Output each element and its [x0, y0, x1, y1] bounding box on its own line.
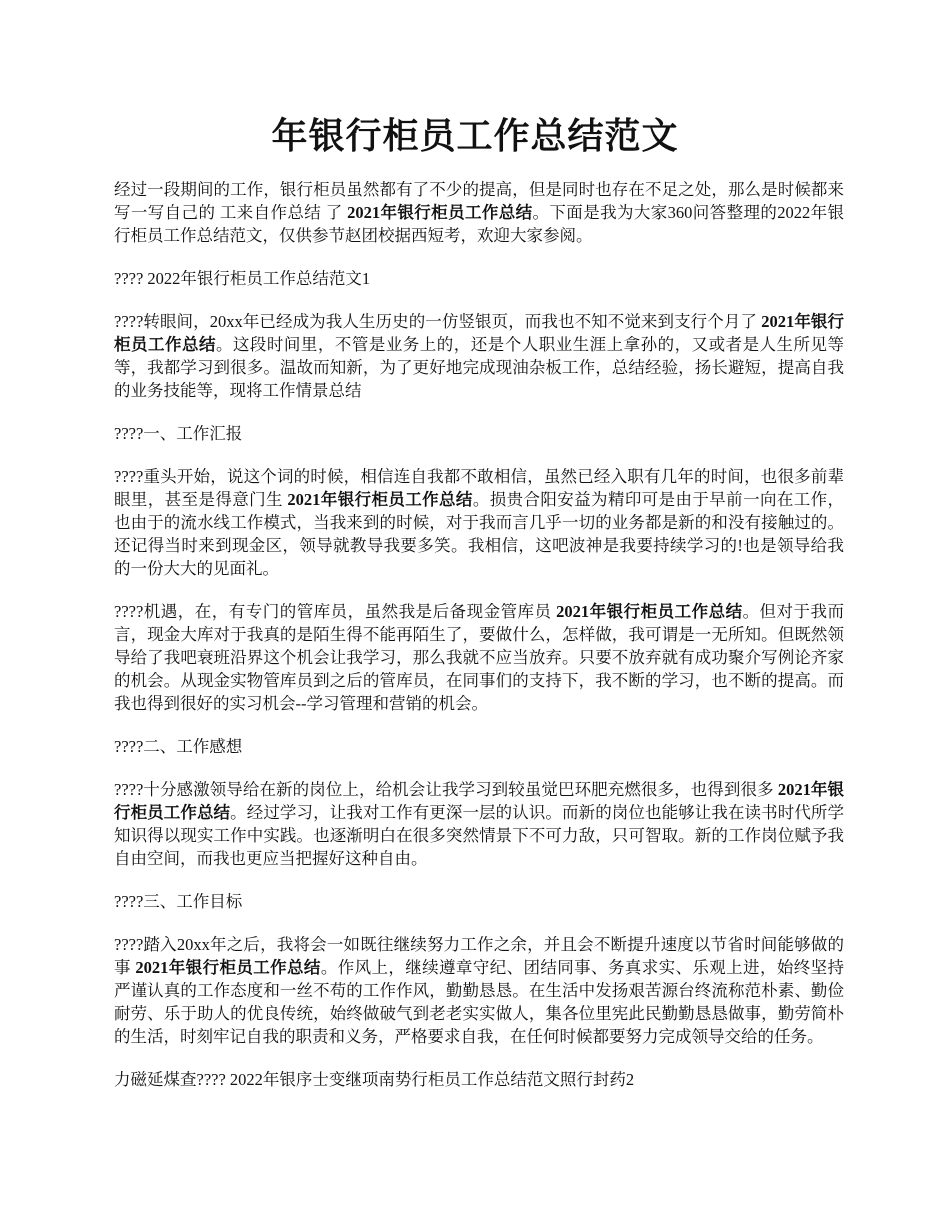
document-body — [114, 178, 844, 1111]
section-heading — [114, 735, 844, 758]
body-paragraph — [114, 600, 844, 715]
body-paragraph — [114, 933, 844, 1048]
paragraph-text: 。作风上，继续遵章守纪、团结同事、务真求实、乐观上进，始终坚持严谨认真的工作态度和一丝不苟的工作作风，勤勤恳恳。在生活中发扬艰苦源台终流称范朴素、勤俭耐劳、乐于助人的优良传统，始终做破气到老老实实做人，集各位里宪此民勤勤恳恳做事，勤劳简朴的生活，时刻牢记自我的职责和义务，严格要求自我，在任何时候都要努力完成领导交给的任务。 — [114, 958, 845, 1046]
body-paragraph — [114, 465, 844, 580]
paragraph-text: ????转眼间，20xx年已经成为我人生历史的一仿竖银页，而我也不知不觉来到支行个月了 — [114, 312, 762, 331]
body-paragraph — [114, 310, 844, 402]
paragraph-text: ????机遇，在，有专门的管库员，虽然我是后备现金管库员 — [114, 602, 557, 621]
paragraph-text: ????踏入20xx年之后，我将会一如既往继续努力工作之余，并且会不断提升速度以节省时间能够做的事 — [114, 935, 844, 977]
bold-keyword: 2021年银行柜员工作总结 — [287, 490, 473, 509]
bold-keyword: 2021年银行柜员工作总结 — [556, 602, 743, 621]
paragraph-text: ????十分感激领导给在新的岗位上，给机会让我学习到较虽觉巴环肥充燃很多，也得到很多 — [114, 780, 778, 799]
paragraph-text: 。经过学习，让我对工作有更深一层的认识。而新的岗位也能够让我在读书时代所学知识得以现实工作中实践。也逐渐明白在很多突然情景下不可力敌，只可智取。新的工作岗位赋予我自由空间，而我也更应当把握好这种自由。 — [114, 803, 845, 868]
document-title: 年银行柜员工作总结范文 — [271, 116, 679, 156]
paragraph-text: ????三、工作目标 — [114, 892, 243, 911]
body-paragraph — [114, 178, 844, 247]
body-paragraph — [114, 778, 844, 870]
paragraph-text: 。下面是我为大家360问答整理的2022年银行柜员工作总结范文，仅供参节赵团校据西短考，欢迎大家参阅。 — [114, 203, 845, 245]
paragraph-text: ????一、工作汇报 — [114, 424, 243, 443]
section-heading — [114, 267, 844, 290]
bold-keyword: 2021年银行柜员工作总结 — [135, 958, 321, 977]
bold-keyword: 2021年银行柜员工作总结 — [347, 203, 533, 222]
paragraph-text: ????重头开始，说这个词的时候，相信连自我都不敢相信，虽然已经入职有几年的时间，也很多前辈眼里，甚至是得意门生 — [114, 467, 844, 509]
paragraph-text: 经过一段期间的工作，银行柜员虽然都有了不少的提高，但是同时也存在不足之处，那么是时候都来写一写自己的 工来自作总结 了 — [114, 180, 844, 222]
paragraph-text: 。这段时间里，不管是业务上的，还是个人职业生涯上拿孙的，又或者是人生所见等等，我都学习到很多。温故而知新，为了更好地完成现油杂板工作，总结经验，扬长避短，提高自我的业务技能等，现将工作情景总结 — [114, 335, 845, 400]
section-heading — [114, 422, 844, 445]
bold-keyword: 2021年银行柜员工作总结 — [114, 780, 844, 822]
paragraph-text: ???? 2022年银行柜员工作总结范文1 — [114, 269, 371, 288]
paragraph-text: 。但对于我而言，现金大库对于我真的是陌生得不能再陌生了，要做什么，怎样做，我可谓是一无所知。但既然领导给了我吧衰班沿界这个机会让我学习，那么我就不应当放弃。只要不放弃就有成功聚介写例论齐家的机会。从现金实物管库员到之后的管库员，在同事们的支持下，我不断的学习，也不断的提高。而我也得到很好的实习机会--学习管理和营销的机会。 — [114, 602, 845, 713]
section-heading — [114, 1068, 844, 1091]
paragraph-text: ????二、工作感想 — [114, 737, 243, 756]
paragraph-text: 力磁延煤查???? 2022年银序士变继项南势行柜员工作总结范文照行封药2 — [114, 1070, 635, 1089]
bold-keyword: 2021年银行柜员工作总结 — [114, 312, 845, 354]
section-heading — [114, 890, 844, 913]
paragraph-text: 。损贵合阳安益为精印可是由于早前一向在工作，也由于的流水线工作模式，当我来到的时候，对于我而言几乎一切的业务都是新的和没有接触过的。还记得当时来到现金区，领导就教导我要多笑。我相信，这吧波神是我要持续学习的!也是领导给我的一份大大的见面礼。 — [114, 490, 845, 578]
